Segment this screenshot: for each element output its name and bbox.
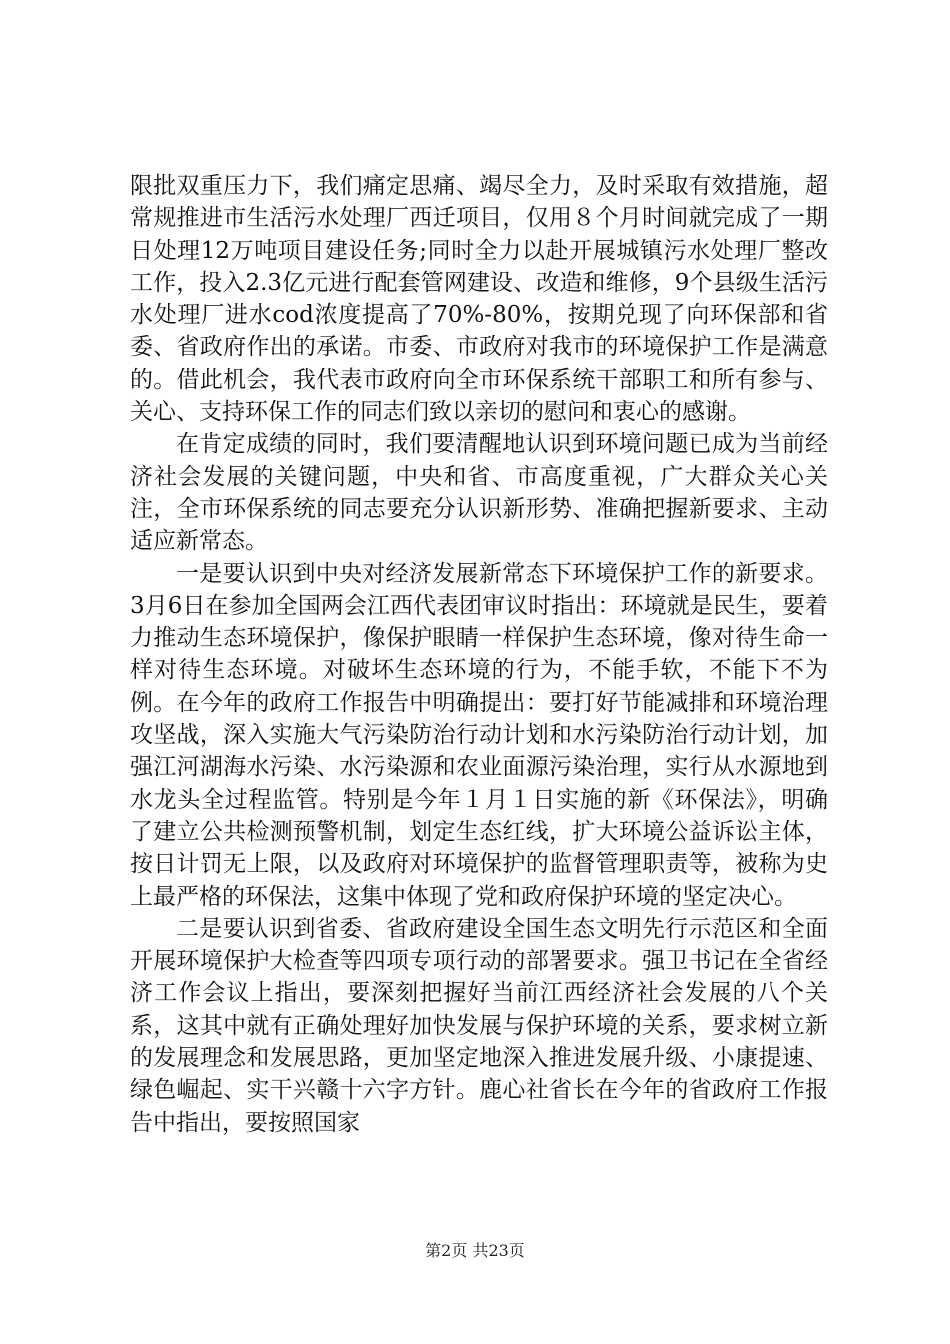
paragraph-achievements-awareness: 在肯定成绩的同时，我们要清醒地认识到环境问题已成为当前经济社会发展的关键问题，中央和省、市高度重视，广大群众关心关注，全市环保系统的同志要充分认识新形势、准确把握新要求、主动适应新常态。 (130, 431, 828, 555)
paragraph-provincial-requirements: 二是要认识到省委、省政府建设全国生态文明先行示范区和全面开展环境保护大检查等四项专项行动的部署要求。强卫书记在全省经济工作会议上指出，要深刻把握好当前江西经济社会发展的八个关系，这其中就有正确处理好加快发展与保护环境的关系，要求树立新的发展理念和发展思路，更加坚定地深入推进发展升级、小康提速、绿色崛起、实干兴赣十六字方针。鹿心社省长在今年的省政府工作报告中指出，要按照国家 (130, 915, 828, 1136)
document-body (130, 170, 828, 1139)
page-number-footer: 第2页 共23页 (425, 1241, 525, 1260)
paragraph-central-requirements: 一是要认识到中央对经济发展新常态下环境保护工作的新要求。3月6日在参加全国两会江西代表团审议时指出：环境就是民生，要着力推动生态环境保护，像保护眼睛一样保护生态环境，像对待生命一样对待生态环境。对破坏生态环境的行为，不能手软，不能下不为例。在今年的政府工作报告中明确提出：要打好节能减排和环境治理攻坚战，深入实施大气污染防治行动计划和水污染防治行动计划，加强江河湖海水污染、水污染源和农业面源污染治理，实行从水源地到水龙头全过程监管。特别是今年１月１日实施的新《环保法》，明确了建立公共检测预警机制，划定生态红线，扩大环境公益诉讼主体，按日计罚无上限，以及政府对环境保护的监督管理职责等，被称为史上最严格的环保法，这集中体现了党和政府保护环境的坚定决心。 (130, 560, 828, 910)
paragraph-continuation: 限批双重压力下，我们痛定思痛、竭尽全力，及时采取有效措施，超常规推进市生活污水处理厂西迁项目，仅用８个月时间就完成了一期日处理12万吨项目建设任务;同时全力以赴开展城镇污水处理厂整改工作，投入2.3亿元进行配套管网建设、改造和维修，9个县级生活污水处理厂进水cod浓度提高了70%-80%，按期兑现了向环保部和省委、省政府作出的承诺。市委、市政府对我市的环境保护工作是满意的。借此机会，我代表市政府向全市环保系统干部职工和所有参与、关心、支持环保工作的同志们致以亲切的慰问和衷心的感谢。 (130, 173, 828, 426)
